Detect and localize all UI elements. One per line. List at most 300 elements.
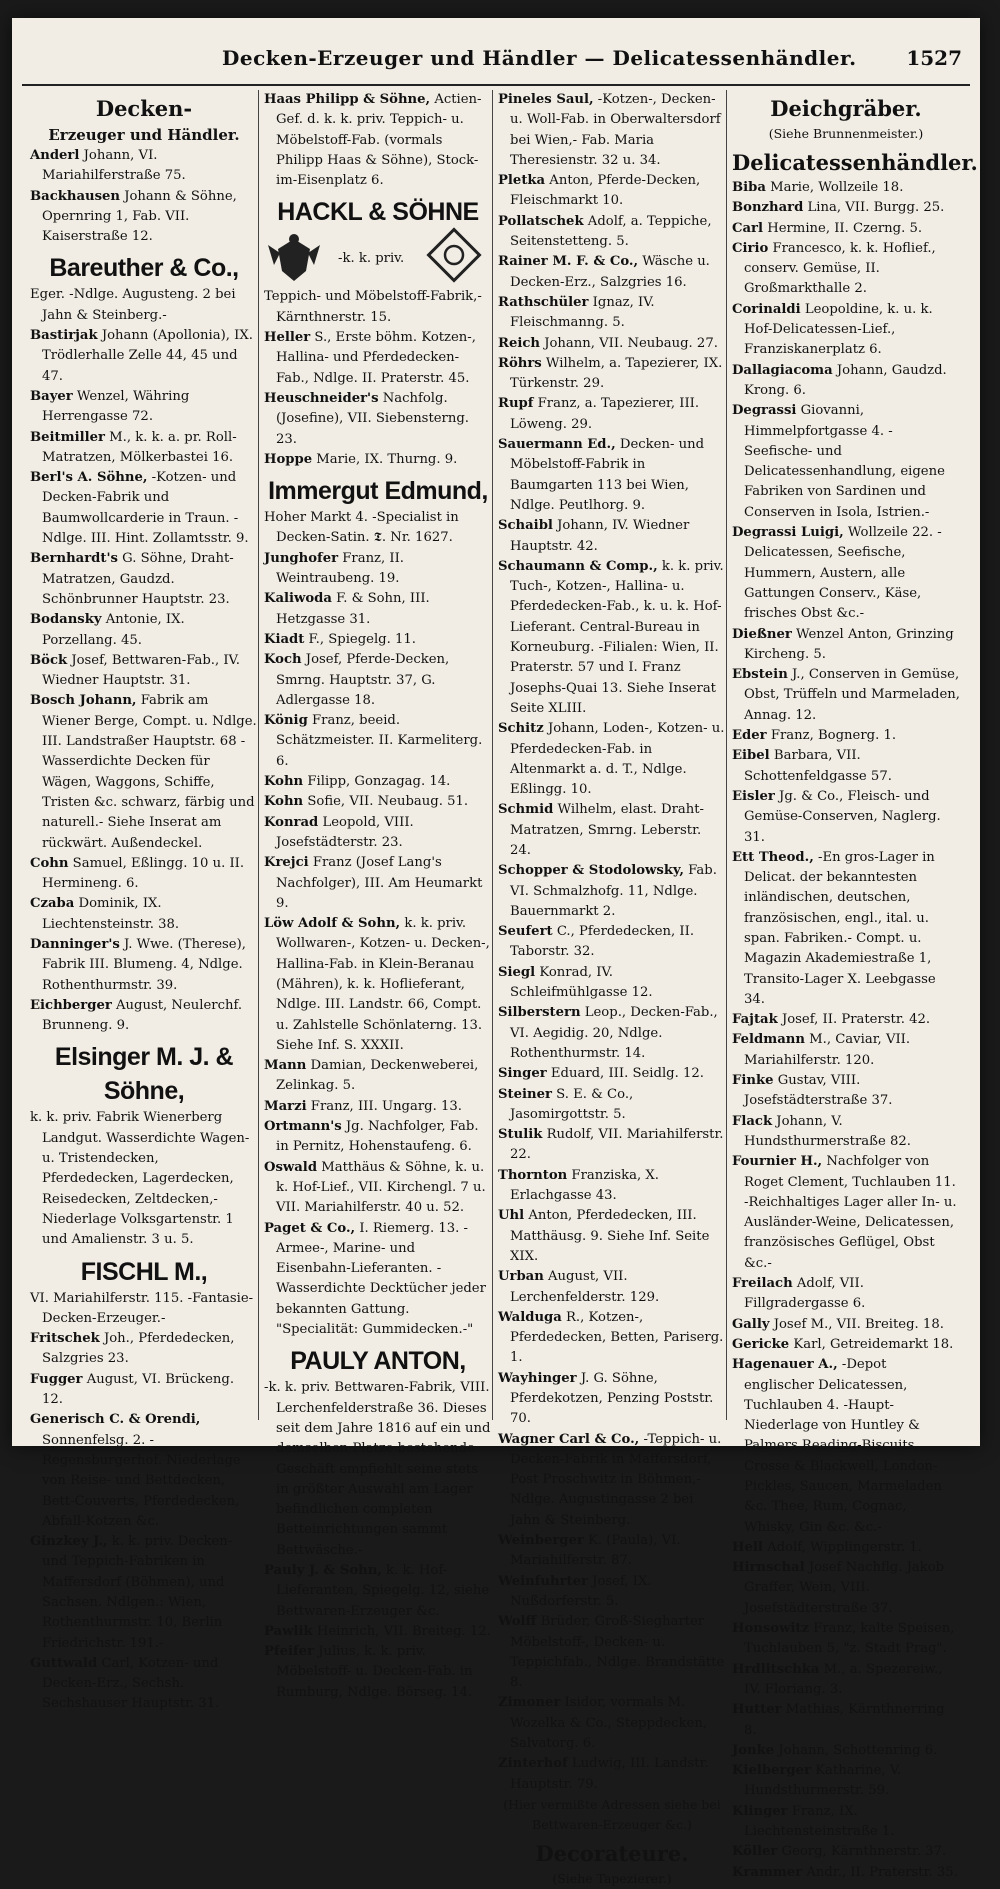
entry-details: Carl, Kotzen- und Decken-Erz., Sechsh. Sechshauser Hauptstr. 31. [42,1655,220,1712]
directory-page [12,18,980,1886]
entry-details: Barbara, VII. Schottenfeldgasse 57. [744,748,892,784]
entry-details: Jg. Nachfolger, Fab. in Pernitz, Hohenstaufeng. 6. [276,1119,479,1155]
directory-entry [30,146,258,187]
entry-name: Singer [498,1066,547,1082]
entry-details: Gustav, VIII. Josefstädterstraße 37. [744,1073,893,1109]
entry-details: Anton, Pferde-Decken, Fleischmarkt 10. [510,173,701,209]
entry-name: Heller [264,330,311,346]
entry-name: Fajtak [732,1012,778,1028]
directory-entry [264,630,492,650]
entry-details: Filipp, Gonzagag. 14. [307,774,451,790]
entry-details: Matthäus & Söhne, k. u. k. Hof-Lief., VII. Kirchengl. 7 u. VII. Mariahilferstr. 40 u. 52. [276,1159,486,1216]
directory-entry [732,300,960,361]
directory-entry [732,178,960,198]
directory-entry [264,813,492,854]
directory-entry [498,1693,726,1754]
entry-details: Julius, k. k. priv. Möbelstoff- u. Decken-Fab. in Rumburg, Ndlge. Börseg. 14. [276,1644,473,1700]
directory-entry [264,853,492,914]
entry-details: Johann & Söhne, Opernring 1, Fab. VII. Kaiserstraße 12. [42,188,237,245]
entry-name: Pollatschek [498,213,584,229]
section-heading: Delicatessenhändler. [732,150,978,175]
entry-name: Kohn [264,794,304,810]
entry-name: Beitmiller [30,429,105,445]
entry-name: Backhausen [30,188,120,204]
cross-reference-note: (Hier vermißte Adressen siehe bei Bettwaren-Erzeuger &c.) [503,1796,721,1832]
entry-name: Klinger [732,1803,788,1819]
entry-name: Heuschneider's [264,390,379,406]
entry-name: Hoppe [264,451,313,467]
entry-details: Johann (Apollonia), IX. Trödlerhalle Zelle 44, 45 und 47. [42,328,253,384]
entry-details: Lina, VII. Burgg. 25. [807,200,945,216]
entry-details: Franz, IX. Liechtensteinstraße 1. [744,1803,895,1840]
entry-details: Johann, Gaudzd. Krong. 6. [744,362,947,398]
entry-details: F. & Sohn, III. Hetzgasse 31. [276,591,430,627]
entry-details: G. Söhne, Draht-Matratzen, Gaudzd. Schönbrunner Hauptstr. 23. [42,551,234,607]
entry-details: August, VI. Brückeng. 12. [42,1371,235,1408]
directory-entry [30,1654,258,1715]
entry-details: M., a. Spezereiw., IV. Floriang. 3. [744,1661,943,1697]
directory-entry [732,1842,960,1862]
directory-entry [732,1619,960,1660]
entry-name: Degrassi [732,403,797,419]
entry-details: -Depot englischer Delicatessen, Tuchlauben 4. -Haupt-Niederlage von Huntley & Palmers Reading-Biscuits, Crosse & Blackwell, London-Pickles, Saucen, Marmeladen &c. Thee, Rum, Cognac, Whisky, Gin &c. &c.- [744,1357,942,1535]
directory-entry [732,787,960,848]
directory-entry [498,90,726,171]
entry-details: Damian, Deckenweberei, Zelinkag. 5. [276,1058,479,1094]
section-subheading: Erzeuger und Händler. [48,126,240,144]
directory-entry [498,1612,726,1693]
directory-entry [30,935,258,996]
entry-details: Wäsche u. Decken-Erz., Salzgries 16. [510,254,710,290]
directory-entry [30,610,258,651]
directory-entry [498,963,726,1004]
entry-name: Hell [732,1539,763,1555]
directory-entry [732,219,960,239]
entry-details: J. G. Söhne, Pferdekotzen, Penzing Poststr. 70. [510,1370,714,1427]
entry-details: J. Wwe. (Therese), Fabrik III. Blumeng. 4, Ndlge. Rothenthurmstr. 39. [42,936,246,993]
entry-name: Rathschüler [498,294,589,310]
column-2 [264,90,492,1700]
directory-entry [732,1660,960,1701]
entry-name: Eibel [732,748,770,764]
entry-name: Sauermann Ed., [498,437,616,453]
entry-name: Siegl [498,964,536,980]
column-3 [498,90,726,1886]
entry-details: Konrad, IV. Schleifmühlgasse 12. [510,964,653,1001]
directory-entry [498,1572,726,1613]
entry-name: Degrassi Luigi, [732,525,844,541]
entry-details: Johann, IV. Wiedner Hauptstr. 42. [510,518,690,554]
directory-entry [498,1308,726,1369]
directory-entry [264,1097,492,1117]
entry-details: k. k. Hof-Lieferanten, Spiegelg. 12, siehe Bettwaren-Erzeuger &c. [276,1563,490,1619]
entry-name: Rainer M. F. & Co., [498,254,639,270]
page-number: 1527 [906,46,962,70]
entry-details: Wilhelm, a. Tapezierer, IX. Türkenstr. 29. [510,355,723,392]
directory-entry [264,389,492,450]
entry-details: Sonnenfelsg. 2. -Regensburgerhof. Niederlage von Reise- und Bettdecken, Bett-Couverts, Pferdedecken, Abfall-Kotzen &c. [42,1432,241,1529]
entry-details: August, Neulerchf. Brunneng. 9. [42,997,243,1034]
entry-name: Krejci [264,855,309,871]
directory-entry [498,1125,726,1166]
entry-details: Nachfolg. (Josefine), VII. Siebensterng. 23. [276,390,469,447]
entry-name: Koch [264,652,302,668]
entry-details: R., Kotzen-, Pferdedecken, Betten, Pariserg. 1. [510,1309,724,1366]
directory-entry [732,361,960,402]
directory-entry [732,1274,960,1315]
section-heading: Deichgräber. [770,96,922,121]
directory-entry [732,1761,960,1802]
entry-details: Isidor, vormals M. Wozelka & Co., Steppdecken, Salvatorg. 6. [510,1695,708,1752]
entry-name: Kielberger [732,1763,811,1779]
entry-details: J., Conserven in Gemüse, Obst, Trüffeln und Marmeladen, Annag. 12. [744,667,960,723]
directory-entry [498,1003,726,1064]
entry-details: Fabrik am Wiener Berge, Compt. u. Ndlge. III. Landstraßer Hauptstr. 68 -Wasserdichte Decken für Wägen, Waggons, Schiffe, Tristen &c. schwarz, färbig und naturell.- Siehe Inserat am rückwärt. Außendeckel. [42,693,257,851]
directory-entry [498,1531,726,1572]
entry-name: Dießner [732,626,792,642]
directory-entry [732,1010,960,1030]
directory-entry [264,1158,492,1219]
entry-details: Antonie, IX. Porzellang. 45. [42,612,185,648]
directory-entry [732,1355,960,1538]
entry-details: K. (Paula), VI. Mariahilferstr. 87. [510,1533,681,1569]
directory-entry [30,468,258,549]
entry-details: Eduard, III. Seidlg. 12. [550,1066,704,1082]
entry-details: Josef, Pferde-Decken, Smrng. Hauptstr. 37, G. Adlergasse 18. [276,652,450,708]
directory-entry [732,746,960,787]
entry-details: Johann, Schottenring 6. [778,1742,938,1758]
entry-name: Hutter [732,1702,782,1718]
entry-details: Franziska, X. Erlachgasse 43. [510,1167,659,1204]
entry-name: Pletka [498,173,546,189]
directory-entry [498,1369,726,1430]
entry-details: M., k. k. a. pr. Roll-Matratzen, Mölkerbastei 16. [42,429,237,465]
entry-details: Fab. VI. Schmalzhofg. 11, Ndlge. Bauernmarkt 2. [510,863,717,919]
entry-name: Weinfuhrter [498,1573,588,1589]
entry-name: Schaumann & Comp., [498,558,658,574]
section-heading: Decorateure. [535,1840,689,1866]
entry-name: Honsowitz [732,1621,810,1637]
entry-details: Josef M., VII. Breiteg. 18. [773,1316,944,1332]
entry-name: Cohn [30,855,69,871]
directory-entry [732,1071,960,1112]
entry-name: Steiner [498,1086,552,1102]
entry-name: Reich [498,335,540,351]
directory-entry [498,516,726,557]
advertisement-text: VI. Mariahilferstr. 115. -Fantasie-Decken-Erzeuger.- [30,1290,254,1326]
entry-details: Jg. & Co., Fleisch- und Gemüse-Conserven, Naglerg. 31. [744,788,941,845]
entry-name: Pawlik [264,1623,313,1639]
directory-entry [30,651,258,692]
entry-name: Schmid [498,802,554,818]
entry-name: Danninger's [30,936,120,952]
entry-details: S. E. & Co., Jasomirgottstr. 5. [510,1086,634,1122]
entry-details: Franz, a. Tapezierer, III. Löweng. 29. [510,396,700,432]
directory-entry [498,1267,726,1308]
directory-entry [264,1056,492,1097]
entry-name: Anderl [30,148,80,163]
directory-entry [732,1335,960,1355]
cross-reference-note: (Siehe Brunnenmeister.) [768,126,924,141]
entry-details: k. k. priv. Wollwaren-, Kotzen- u. Decken-, Hallina-Fab. in Klein-Beranau (Mähren), k. k. Hoflieferant, Ndlge. III. Landstr. 66, Compt. u. Zahlstelle Schönlaterng. 13. Siehe Inf. S. XXXII. [276,916,490,1053]
directory-entry [264,1642,492,1703]
directory-entry [498,557,726,719]
entry-details: -En gros-Lager in Delicat. der bekanntesten inländischen, deutschen, französischen, engl., ital. u. span. Fabriken.- Compt. u. Magazin Akademiestraße 1, Transito-Lager X. Leebgasse 34. [744,849,936,1007]
column-divider [726,90,727,1420]
entry-details: k. k. priv. Tuch-, Kotzen-, Hallina- u. Pferdedecken-Fab., k. u. k. Hof-Lieferant. Central-Bureau in Korneuburg. -Filialen: Wien, II. Praterstr. 57 und I. Franz Josephs-Quai 13. Siehe Inserat Seite XLIII. [510,558,724,716]
directory-entry [264,1117,492,1158]
entry-name: Carl [732,220,763,236]
directory-entry [732,726,960,746]
entry-name: Konrad [264,814,319,830]
directory-entry [264,711,492,772]
entry-name: Köller [732,1844,778,1860]
directory-entry [30,894,258,935]
entry-details: Adolf, a. Teppiche, Seitenstetteng. 5. [510,213,712,250]
advertisement-text: Teppich- und Möbelstoff-Fabrik,- Kärnthnerstr. 15. [264,289,482,325]
entry-details: Ludwig, III. Landstr. Hauptstr. 79. [510,1756,709,1792]
directory-entry [498,1430,726,1531]
entry-details: Sofie, VII. Neubaug. 51. [307,794,469,810]
entry-name: Silberstern [498,1005,581,1021]
directory-entry [732,1802,960,1843]
entry-name: Eisler [732,788,775,804]
entry-name: Berl's A. Söhne, [30,470,148,486]
directory-entry [732,1700,960,1741]
advertisement-heading: PAULY ANTON, [290,1347,466,1376]
entry-details: Johann, V. Hundsthurmerstraße 82. [744,1113,911,1149]
directory-entry [732,1558,960,1619]
directory-entry [732,239,960,300]
entry-details: Nachfolger von Roget Clement, Tuchlauben 11. -Reichhaltiges Lager aller In- u. Ausländer-Weine, Delicatessen, französisches Geflügel, Obst &c.- [744,1154,957,1271]
column-divider [492,90,493,1420]
entry-details: C., Pferdedecken, II. Taborstr. 32. [510,924,695,960]
directory-entry [732,1315,960,1335]
entry-name: Schitz [498,721,544,737]
directory-entry [498,171,726,212]
directory-entry [264,792,492,812]
entry-details: Anton, Pferdedecken, III. Matthäusg. 9. Siehe Inf. Seite XIX. [510,1208,710,1264]
entry-details: Wilhelm, elast. Draht-Matratzen, Smrng. Leberstr. 24. [510,802,705,858]
directory-entry [30,187,258,248]
entry-name: Bosch Johann, [30,693,137,709]
entry-details: Josef Nachflg. Jakob Graffer, Wein, VIII. Josefstädterstraße 37. [744,1560,945,1616]
entry-name: Röhrs [498,355,542,371]
directory-entry [264,1561,492,1622]
entry-name: König [264,713,308,729]
entry-name: Eder [732,728,767,744]
entry-details: Mathias, Kärnthnerring 8. [744,1702,945,1738]
directory-entry [498,800,726,861]
directory-entry [732,1741,960,1761]
entry-details: Heinrich, VII. Breiteg. 12. [316,1623,491,1639]
directory-entry [30,1532,258,1654]
directory-entry [498,435,726,516]
entry-details: Franz, III. Ungarg. 13. [310,1098,462,1114]
directory-entry [264,772,492,792]
directory-entry [30,1370,258,1411]
advertisement-text: k. k. priv. Fabrik Wienerberg Landgut. Wasserdichte Wagen- u. Tristendecken, Pferdedecken, Lagerdecken, Reisedecken, Zeltdecken,- Niederlage Volksgartenstr. 1 und Amalienstr. 3 u. 5. [30,1110,250,1248]
entry-details: I. Riemerg. 13. -Armee-, Marine- und Eisenbahn-Lieferanten. -Wasserdichte Decktücher jeder bekannten Gattung. "Specialität: Gummidecken.-" [276,1220,486,1338]
entry-name: Bayer [30,388,73,404]
entry-name: Freilach [732,1276,793,1292]
advertisement-heading: FISCHL M., [80,1257,208,1286]
privilege-note: -k. k. priv. [338,251,405,267]
directory-entry [732,523,960,624]
entry-name: Gericke [732,1336,790,1352]
entry-name: Kohn [264,774,304,790]
directory-entry [732,625,960,666]
entry-name: Pauly J. & Sohn, [264,1563,382,1578]
entry-details: Rudolf, VII. Mariahilferstr. 22. [510,1127,724,1163]
advertisement-text: Eger. -Ndlge. Augusteng. 2 bei Jahn & Steinberg.- [30,287,236,323]
entry-name: Löw Adolf & Sohn, [264,916,401,932]
entry-name: Ett Theod., [732,849,814,865]
directory-entry [498,1754,726,1795]
directory-entry [30,691,258,853]
directory-entry [498,354,726,395]
entry-details: Josef, II. Praterstr. 42. [781,1012,931,1028]
entry-name: Marzi [264,1098,307,1114]
entry-name: Fritschek [30,1331,100,1347]
directory-entry [498,1166,726,1207]
advertisement-text: Hoher Markt 4. -Specialist in Decken-Satin. 𝕿. Nr. 1627. [264,510,459,546]
entry-name: Oswald [264,1159,318,1175]
directory-entry [30,549,258,610]
entry-details: -Kotzen-, Decken- u. Woll-Fab. in Oberwaltersdorf bei Wien,- Fab. Maria Theresienstr. 32 u. 34. [510,92,721,168]
directory-entry [264,1622,492,1642]
entry-details: Joh., Pferdedecken, Salzgries 23. [42,1331,235,1367]
entry-name: Jonke [732,1742,775,1758]
entry-details: Franz, kalte Speisen, Tuchlauben 5, "z. Stadt Prag". [744,1621,955,1657]
entry-name: Krammer [732,1864,803,1880]
column-4 [732,90,978,1880]
directory-entry [732,1863,960,1883]
entry-name: Schopper & Stodolowsky, [498,863,684,879]
entry-name: Eichberger [30,997,112,1013]
entry-name: Hagenauer A., [732,1357,838,1373]
entry-name: Wagner Carl & Co., [498,1431,640,1447]
directory-entry [498,861,726,922]
directory-entry [498,1085,726,1126]
entry-details: August, VII. Lerchenfelderstr. 129. [510,1269,660,1305]
directory-entry [498,922,726,963]
entry-name: Weinberger [498,1533,584,1549]
entry-details: Actien-Gef. d. k. k. priv. Teppich- u. Möbelstoff-Fab. (vormals Philipp Haas & Söhne), Stock-im-Eisenplatz 6. [276,92,482,189]
directory-entry [264,90,492,191]
advertisement-heading: Elsinger M. J. & Söhne, [54,1043,234,1106]
entry-name: Hrdlitschka [732,1661,820,1677]
entry-details: Adolf, VII. Fillgradergasse 6. [744,1276,866,1312]
directory-entry [498,1064,726,1084]
entry-name: Kaliwoda [264,591,332,607]
directory-entry [30,428,258,469]
entry-name: Bernhardt's [30,551,118,567]
entry-name: Feldmann [732,1032,805,1048]
entry-name: Guttwald [30,1655,98,1671]
entry-name: Seufert [498,924,553,940]
entry-details: Leopoldine, k. u. k. Hof-Delicatessen-Lief., Franziskanerplatz 6. [744,301,933,358]
entry-name: Mann [264,1058,307,1074]
entry-details: Francesco, k. k. Hoflief., conserv. Gemüse, II. Großmarkthalle 2. [744,240,936,297]
entry-name: Ortmann's [264,1119,342,1135]
entry-name: Haas Philipp & Söhne, [264,92,431,107]
entry-details: Franz, II. Weintraubeng. 19. [276,550,405,587]
entry-details: Leopold, VIII. Josefstädterstr. 23. [276,814,414,850]
entry-details: S., Erste böhm. Kotzen-, Hallina- und Pferdedecken-Fab., Ndlge. II. Praterstr. 45. [276,330,476,386]
entry-name: Uhl [498,1208,525,1224]
directory-entry [264,328,492,389]
entry-name: Kiadt [264,631,305,647]
entry-details: Giovanni, Himmelpfortgasse 4. -Seefische- und Delicatessenhandlung, eigene Fabriken von Sardinen und Conserven in Isola, Istrien.- [744,403,945,520]
entry-name: Rupf [498,396,534,412]
directory-entry [30,387,258,428]
entry-details: Johann, VII. Neubaug. 27. [544,335,718,351]
directory-entry [30,996,258,1037]
directory-entry [30,1329,258,1370]
directory-entry [498,394,726,435]
entry-details: Franz (Josef Lang's Nachfolger), III. Am Heumarkt 9. [276,855,483,911]
directory-entry [498,719,726,800]
directory-entry [498,212,726,253]
entry-details: Josef, Bettwaren-Fab., IV. Wiedner Hauptstr. 31. [42,652,240,689]
entry-name: Cirio [732,240,769,256]
entry-details: Wenzel Anton, Grinzing Kircheng. 5. [744,626,954,662]
entry-details: F., Spiegelg. 11. [308,631,416,647]
directory-entry [30,326,258,387]
running-head: Decken-Erzeuger und Händler — Delicatessenhändler. [222,46,857,70]
entry-name: Biba [732,180,766,195]
entry-name: Stulik [498,1127,543,1143]
entry-name: Ebstein [732,667,788,683]
entry-details: Samuel, Eßlingg. 10 u. II. Hermineng. 6. [42,855,245,892]
directory-entry [264,549,492,590]
advertisement-text: -k. k. priv. Bettwaren-Fabrik, VIII. Lerchenfelderstraße 36. Dieses seit dem Jahre 1816 auf ein und demselben Platze bestehende Geschäft empfiehlt seine stets in größter Auswahl am Lager befindlichen completen Betteinrichtungen sammt Bettwäsche.- [264,1380,491,1558]
entry-details: -Kotzen- und Decken-Fabrik und Baumwollcarderie in Traun. -Ndlge. III. Hint. Zollamtsstr. 9. [42,470,249,547]
directory-entry [264,914,492,1056]
directory-entry [498,252,726,293]
entry-name: Generisch C. & Orendi, [30,1412,201,1428]
entry-details: Adolf, Wipplingerstr. 1. [767,1539,922,1555]
entry-name: Zinterhof [498,1756,568,1772]
entry-details: Johann, VI. Mariahilferstraße 75. [42,148,186,184]
entry-name: Gally [732,1316,770,1332]
entry-details: Marie, IX. Thurng. 9. [316,451,458,467]
entry-name: Wolff [498,1614,537,1630]
entry-details: k. k. priv. Decken- und Teppich-Fabriken in Maffersdorf (Böhmen), und Sachsen. Ndlgen.: Wien, Rothenthurmstr. 10, Berlin Friedrichstr. 191.- [42,1534,233,1651]
entry-name: Czaba [30,896,75,912]
entry-name: Paget & Co., [264,1220,356,1236]
entry-details: Wenzel, Währing Herrengasse 72. [42,388,190,425]
header-rule [22,84,970,86]
entry-details: Hermine, II. Czerng. 5. [767,220,923,236]
entry-details: Josef, IX. Nußdorferstr. 5. [510,1573,652,1609]
entry-name: Corinaldi [732,301,801,317]
entry-details: Johann, Loden-, Kotzen- u. Pferdedecken-Fab. in Altenmarkt a. d. T., Ndlge. Eßlingg. 10. [510,721,725,798]
entry-name: Dallagiacoma [732,362,833,378]
entry-details: Franz, beeid. Schätzmeister. II. Karmeliterg. 6. [276,713,483,769]
directory-entry [732,1030,960,1071]
entry-details: Marie, Wollzeile 18. [770,180,904,195]
directory-entry [732,665,960,726]
directory-entry [264,1219,492,1341]
directory-entry [264,589,492,630]
entry-details: Andr., II. Praterstr. 35. [806,1864,958,1880]
entry-details: Brüder, Groß-Siegharter Möbelstoff-, Decken- u. Teppichfab., Ndlge. Brandstätte 8. [510,1614,725,1691]
directory-entry [732,198,960,218]
directory-entry [498,334,726,354]
entry-name: Pfeifer [264,1644,315,1660]
